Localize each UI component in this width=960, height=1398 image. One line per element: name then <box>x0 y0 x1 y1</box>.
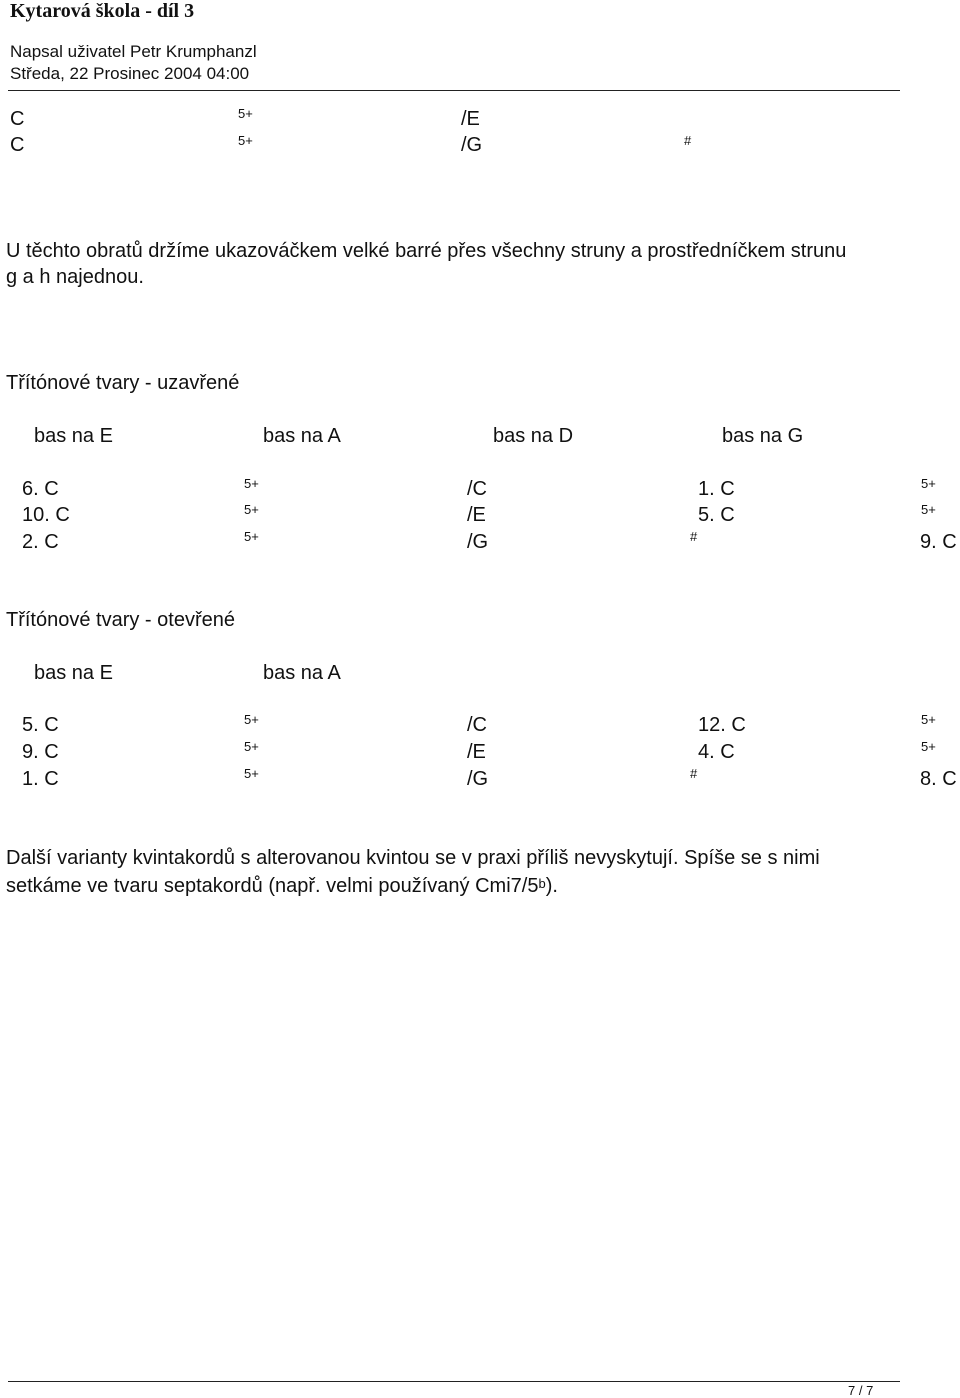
chord-name: C <box>10 108 25 130</box>
paragraph-line: U těchto obratů držíme ukazováčkem velké barré přes všechny struny a prostředníčkem strunu <box>6 240 847 262</box>
chord-superscript: 5+ <box>238 133 253 148</box>
footer-divider <box>8 1381 900 1382</box>
chord-bass: /G <box>467 531 489 553</box>
chord-superscript: 5+ <box>244 476 259 491</box>
chord-bass: /G <box>461 134 483 156</box>
chord-bass: /E <box>467 741 486 763</box>
chord-superscript: 5+ <box>244 739 259 754</box>
paragraph-line: g a h najednou. <box>6 266 144 288</box>
chord-bass: /C <box>467 714 487 736</box>
column-label-bass-e: bas na E <box>34 425 113 447</box>
chord-bass: /E <box>461 108 480 130</box>
paragraph-text: setkáme ve tvaru septakordů (např. velmi používaný Cmi7/5 <box>6 875 539 897</box>
chord-bass: /C <box>467 478 487 500</box>
column-label-bass-e: bas na E <box>34 662 113 684</box>
sharp-mark: # <box>690 766 698 781</box>
paragraph-line: Další varianty kvintakordů s alterovanou kvintou se v praxi příliš nevyskytují. Spíše se s nimi <box>6 847 820 869</box>
chord-name: 2. C <box>22 531 59 553</box>
column-label-bass-a: bas na A <box>263 662 341 684</box>
column-label-bass-d: bas na D <box>493 425 574 447</box>
chord-name: 9. C <box>22 741 59 763</box>
date-line: Středa, 22 Prosinec 2004 04:00 <box>10 64 250 83</box>
paragraph-text: ). <box>545 875 558 897</box>
chord-name: 10. C <box>22 504 70 526</box>
chord-name: 5. C <box>22 714 59 736</box>
chord-superscript: 5+ <box>238 106 253 121</box>
chord-name: 8. C <box>920 768 957 790</box>
chord-superscript: 5+ <box>244 766 259 781</box>
chord-superscript: 5+ <box>921 476 936 491</box>
chord-name: 6. C <box>22 478 59 500</box>
chord-bass: /G <box>467 768 489 790</box>
chord-name: 1. C <box>698 478 735 500</box>
chord-name: 5. C <box>698 504 735 526</box>
page-number: 7 / 7 <box>848 1383 874 1398</box>
section-heading-closed: Třítónové tvary - uzavřené <box>6 372 240 394</box>
chord-superscript: 5+ <box>244 529 259 544</box>
chord-superscript: 5+ <box>921 739 936 754</box>
flat-sign: b <box>538 876 546 891</box>
paragraph-line <box>6 871 558 899</box>
chord-superscript: 5+ <box>244 712 259 727</box>
chord-superscript: 5+ <box>921 712 936 727</box>
chord-name: 9. C <box>920 531 957 553</box>
chord-name: 1. C <box>22 768 59 790</box>
sharp-mark: # <box>690 529 698 544</box>
chord-name: 4. C <box>698 741 735 763</box>
author-line: Napsal uživatel Petr Krumphanzl <box>10 42 257 61</box>
chord-bass: /E <box>467 504 486 526</box>
section-heading-open: Třítónové tvary - otevřené <box>6 609 235 631</box>
column-label-bass-g: bas na G <box>722 425 804 447</box>
chord-name: 12. C <box>698 714 746 736</box>
header-divider <box>8 90 900 91</box>
column-label-bass-a: bas na A <box>263 425 341 447</box>
chord-superscript: 5+ <box>244 502 259 517</box>
chord-name: C <box>10 134 25 156</box>
sharp-mark: # <box>684 133 692 148</box>
document-title: Kytarová škola - díl 3 <box>10 0 195 22</box>
chord-superscript: 5+ <box>921 502 936 517</box>
